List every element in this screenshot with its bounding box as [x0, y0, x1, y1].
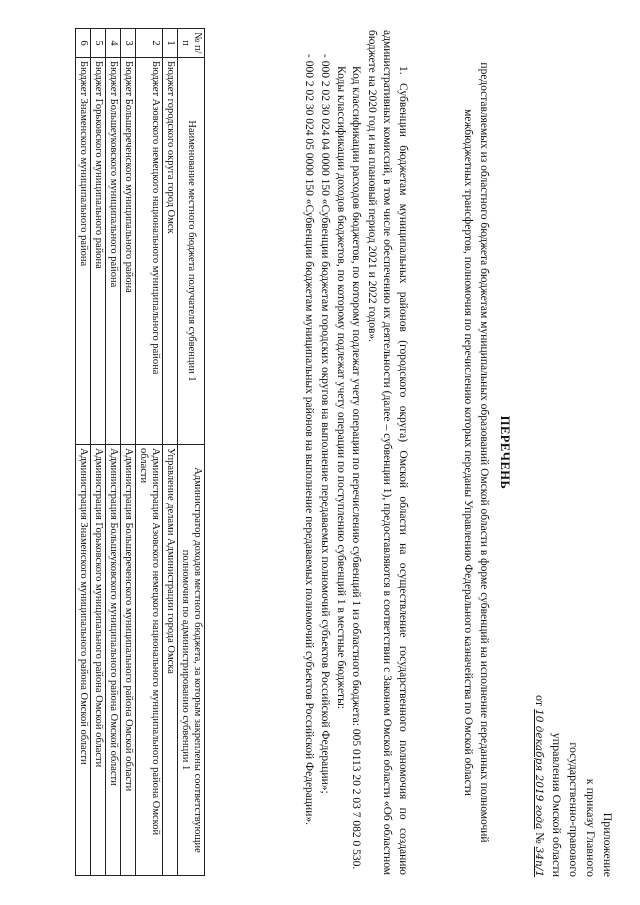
appendix-line: государственно-правового: [567, 742, 581, 877]
order-date-line: [530, 617, 548, 877]
table-row: [106, 29, 121, 876]
row-number: 3: [121, 29, 136, 58]
document-subtitle: предоставляемых из областного бюджета бюджетам муниципальных образований Омской области в форме субвенций на исполнение переданных полномочий межбюджетных трансфертов, полномочия по перечислению которых переданы Управлению Федерального казначейства по Омской области: [462, 62, 490, 843]
subventions-table: [75, 28, 205, 876]
column-header-budget: Наименование местного бюджета получателя субвенции 1: [178, 58, 205, 445]
budget-name: Бюджет Горьковского муниципального района: [91, 58, 106, 445]
administrator-name: Администрация Знаменского муниципального района Омской области: [76, 445, 91, 876]
administrator-name: Управление делами Администрации города Омска: [163, 445, 178, 876]
row-number: 6: [76, 29, 91, 58]
administrator-name: Администрация Большеуковского муниципального района Омской области: [106, 445, 121, 876]
budget-name: Бюджет Знаменского муниципального района: [76, 58, 91, 445]
appendix-line: к приказу Главного: [584, 778, 598, 877]
row-number: 1: [163, 29, 178, 58]
budget-name: Бюджет Большеуковского муниципального района: [106, 58, 121, 445]
handwritten-date: 10 декабря 2019 года: [533, 709, 545, 830]
paragraph: - 000 2 02 30 024 05 0000 150 «Субвенции бюджетам муниципальных районов на выполнение передаваемых полномочий субъектов Российской Федерации».: [303, 54, 316, 825]
handwritten-number: 34п/1: [533, 846, 545, 877]
table-header-row: [178, 29, 205, 876]
paragraph: Коды классификации доходов бюджетов, по которому подлежат учету операции по поступлению субвенций 1 в местные бюджеты:: [334, 66, 347, 710]
row-number: 5: [91, 29, 106, 58]
appendix-header: [530, 617, 616, 877]
appendix-line: Приложение: [601, 812, 615, 877]
budget-name: Бюджет городского округа город Омск: [163, 58, 178, 445]
budget-name: Бюджет Большереченского муниципального района: [121, 58, 136, 445]
administrator-name: Администрация Азовского немецкого национального муниципального района Омской области: [136, 445, 163, 876]
table-row: [163, 29, 178, 876]
budget-name: Бюджет Азовского немецкого национального муниципального района: [136, 58, 163, 445]
document-title: ПЕРЕЧЕНЬ: [498, 415, 512, 490]
rotated-document-page: [10, 10, 630, 895]
table-row: [121, 29, 136, 876]
row-number: 4: [106, 29, 121, 58]
document-body: [301, 30, 410, 875]
row-number: 2: [136, 29, 163, 58]
paragraph: Код классификации расходов бюджетов, по которому подлежат учету операции по перечислению субвенций 1 из областного бюджета: 005 0113 20 2 03 7 082 0 530.: [350, 66, 363, 870]
table-row: [136, 29, 163, 876]
paragraph: - 000 2 02 30 024 04 0000 150 «Субвенции бюджетам городских округов на выполнение передаваемых полномочий субъектов Российской Федерации»;: [319, 54, 332, 794]
appendix-line: управления Омской области: [550, 732, 564, 877]
table-row: [91, 29, 106, 876]
table-row: [76, 29, 91, 876]
column-header-number: № п/п: [178, 29, 205, 58]
number-prefix: №: [533, 832, 547, 844]
paragraph: 1. Субвенции бюджетам муниципальных районов (городского округа) Омской области на осуществление государственного полномочия по созданию административных комиссий, в том числе обеспечению их деятельности (далее – субвенции 1), предоставляются в соответствии с Законом Омской области «Об областном бюджете на 2020 год и на плановый период 2021 и 2022 годов».: [365, 30, 409, 875]
administrator-name: Администрация Большереченского муниципального района Омской области: [121, 445, 136, 876]
date-prefix: от: [533, 694, 547, 707]
column-header-administrator: Администратор доходов местного бюджета, за которым закреплены соответствующие полномочия по администрированию субвенции 1: [178, 445, 205, 876]
administrator-name: Администрация Горьковского муниципального района Омской области: [91, 445, 106, 876]
